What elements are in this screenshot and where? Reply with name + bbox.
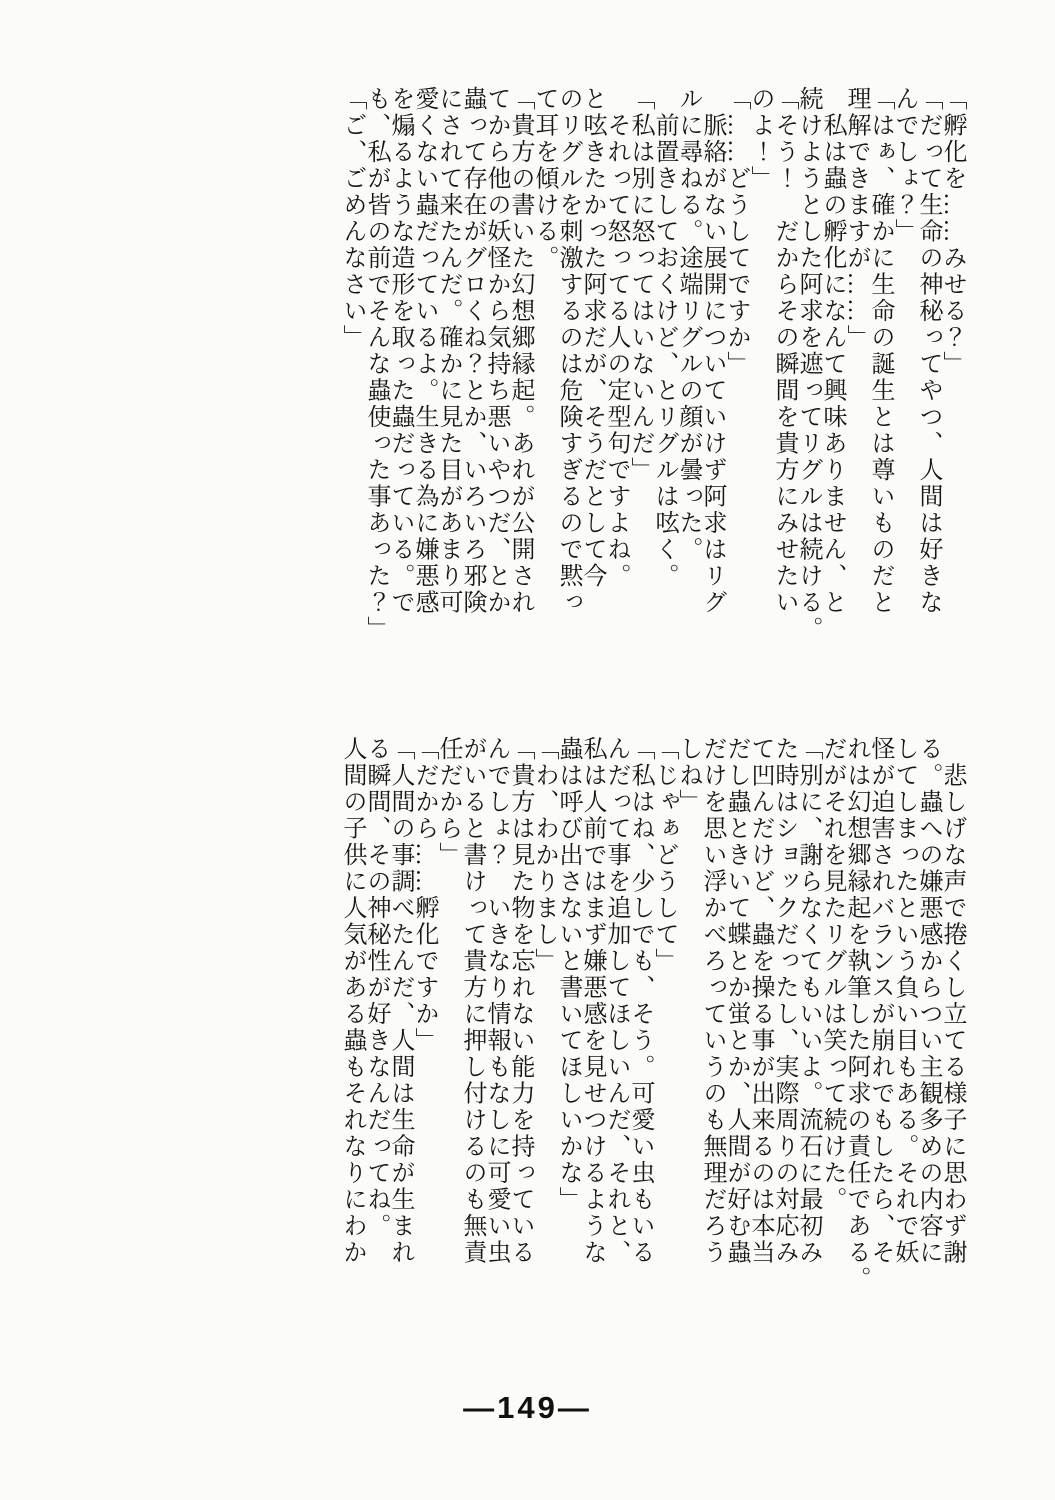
text-column: 「だって生命の神秘ってやつ、人間は好きな — [915, 86, 941, 616]
text-column: 「私はね、少しでも、そう。可愛い虫もいる — [627, 736, 653, 1266]
text-column: て耳を傾ける。 — [531, 86, 557, 272]
text-column: だがそれを見たリグルは笑って続けた。 — [819, 736, 845, 1213]
text-column: 悲しげな声で捲くし立てる様子に思わず謝 — [939, 736, 965, 1266]
text-column: 「貴方は見た物を忘れない能力を持っている — [507, 736, 533, 1266]
text-column: ルに尋ねる。途端リグルの顔が曇った。 — [675, 86, 701, 563]
text-column: も、私が皆の前でそんな蟲使った事あった？」 — [363, 86, 389, 643]
text-column: 「別に、謝らなくてもいいよ。流石に最初み — [795, 736, 821, 1266]
text-column: だし蟲ときいて蝶とか蛍とか、人間が好む蟲 — [723, 736, 749, 1266]
text-column: のよ！」 — [747, 86, 773, 192]
text-column: る瞬間、その神秘性が好きなんだってね。 — [363, 736, 389, 1240]
text-column: て凹んだけど、蟲を操る事が出来るのは本当 — [747, 736, 773, 1266]
text-column: んだって事を追加してほしいんだ、それと、 — [603, 736, 629, 1266]
page-number: ―149― — [463, 1390, 592, 1425]
text-column: てから他の妖怪から気持ち悪いやつだ、とか — [483, 86, 509, 616]
text-column: 愛くない蟲だっているよ。生きる為に嫌悪感 — [411, 86, 437, 616]
text-column: しね」 — [675, 736, 701, 816]
text-column: れは幻想郷縁起を執筆した阿求の責任である。 — [843, 736, 869, 1293]
text-column: 理解できますが……」 — [843, 86, 869, 351]
text-column: る。蟲への嫌悪感からつい主観多めの内容に — [915, 736, 941, 1266]
text-column: 「……どうしてですか」 — [723, 86, 749, 378]
text-column: 怪が迫害されバランスが崩れでもしたら、そ — [867, 736, 893, 1266]
text-column: 「ご、ごめんなさい」 — [339, 86, 365, 351]
text-column: 「人間の事調べたんだ、人間は生命が生まれ — [387, 736, 413, 1266]
text-column: 「貴方の書いた幻想郷縁起。あれが公開され — [507, 86, 533, 616]
text-column: 蟲って存在がグロくね？とか、いろいろ邪険 — [459, 86, 485, 616]
text-column: んでしょ？」 — [891, 86, 917, 245]
text-column: のリグルを刺激するのは危険すぎるので黙っ — [555, 86, 581, 616]
text-column: 「わ、わかりまし」 — [531, 736, 557, 975]
text-column: 続けようとした阿求を遮ってリグルは続ける。 — [795, 86, 821, 643]
text-column: 「私は別に怒ってはいないんだ」 — [627, 86, 653, 484]
text-column: 「孵化を……みせる？」 — [939, 86, 965, 378]
text-column: 「じゃぁどうして」 — [651, 736, 677, 975]
text-column: してしまったという負い目もある。それで妖 — [891, 736, 917, 1266]
text-column: と呟きたかった阿求だが、そうだとして今 — [579, 86, 605, 590]
text-column: 私は人前ではまず嫌悪感を見せつけるような — [579, 736, 605, 1266]
text-column: 任だから」 — [435, 736, 461, 869]
text-column: にされて来たんだ。確かに見た目があまり可 — [435, 86, 461, 616]
text-column: 蟲は呼び出さないと書いてほしいかな」 — [555, 736, 581, 1213]
text-column: がいると書けって貴方に押し付けるのも無責 — [459, 736, 485, 1266]
text-column: んでしょ？ いきなり情報もなしに可愛い虫 — [483, 736, 509, 1266]
text-column: 人間の子供に人気がある蟲もそれなりにわか — [339, 736, 365, 1266]
text-column: た時はショックだったし、実際周りの対応み — [771, 736, 797, 1266]
text-column: それって怒ってる人の定型句ですよね。 — [603, 86, 629, 590]
text-column: 「そう！ だからその瞬間を貴方にみせたい — [771, 86, 797, 616]
text-column: 前置きしておくけど、とリグルは呟く。 — [651, 86, 677, 590]
bottom-text-block — [339, 736, 968, 1302]
text-column: だけを思い浮かべろっていうのも無理だろう — [699, 736, 725, 1266]
text-column: 「はぁ、確かに生命の誕生とは尊いものだと — [867, 86, 893, 616]
text-column: 脈絡がない展開についていけず阿求はリグ — [699, 86, 725, 616]
text-column: を煽るような造形を取った蟲だっている。で — [387, 86, 413, 616]
top-text-block — [339, 86, 968, 652]
text-column: 「だから……孵化ですか」 — [411, 736, 437, 1054]
text-column: 私は蟲の孵化になんて興味ありません、と — [819, 86, 845, 616]
